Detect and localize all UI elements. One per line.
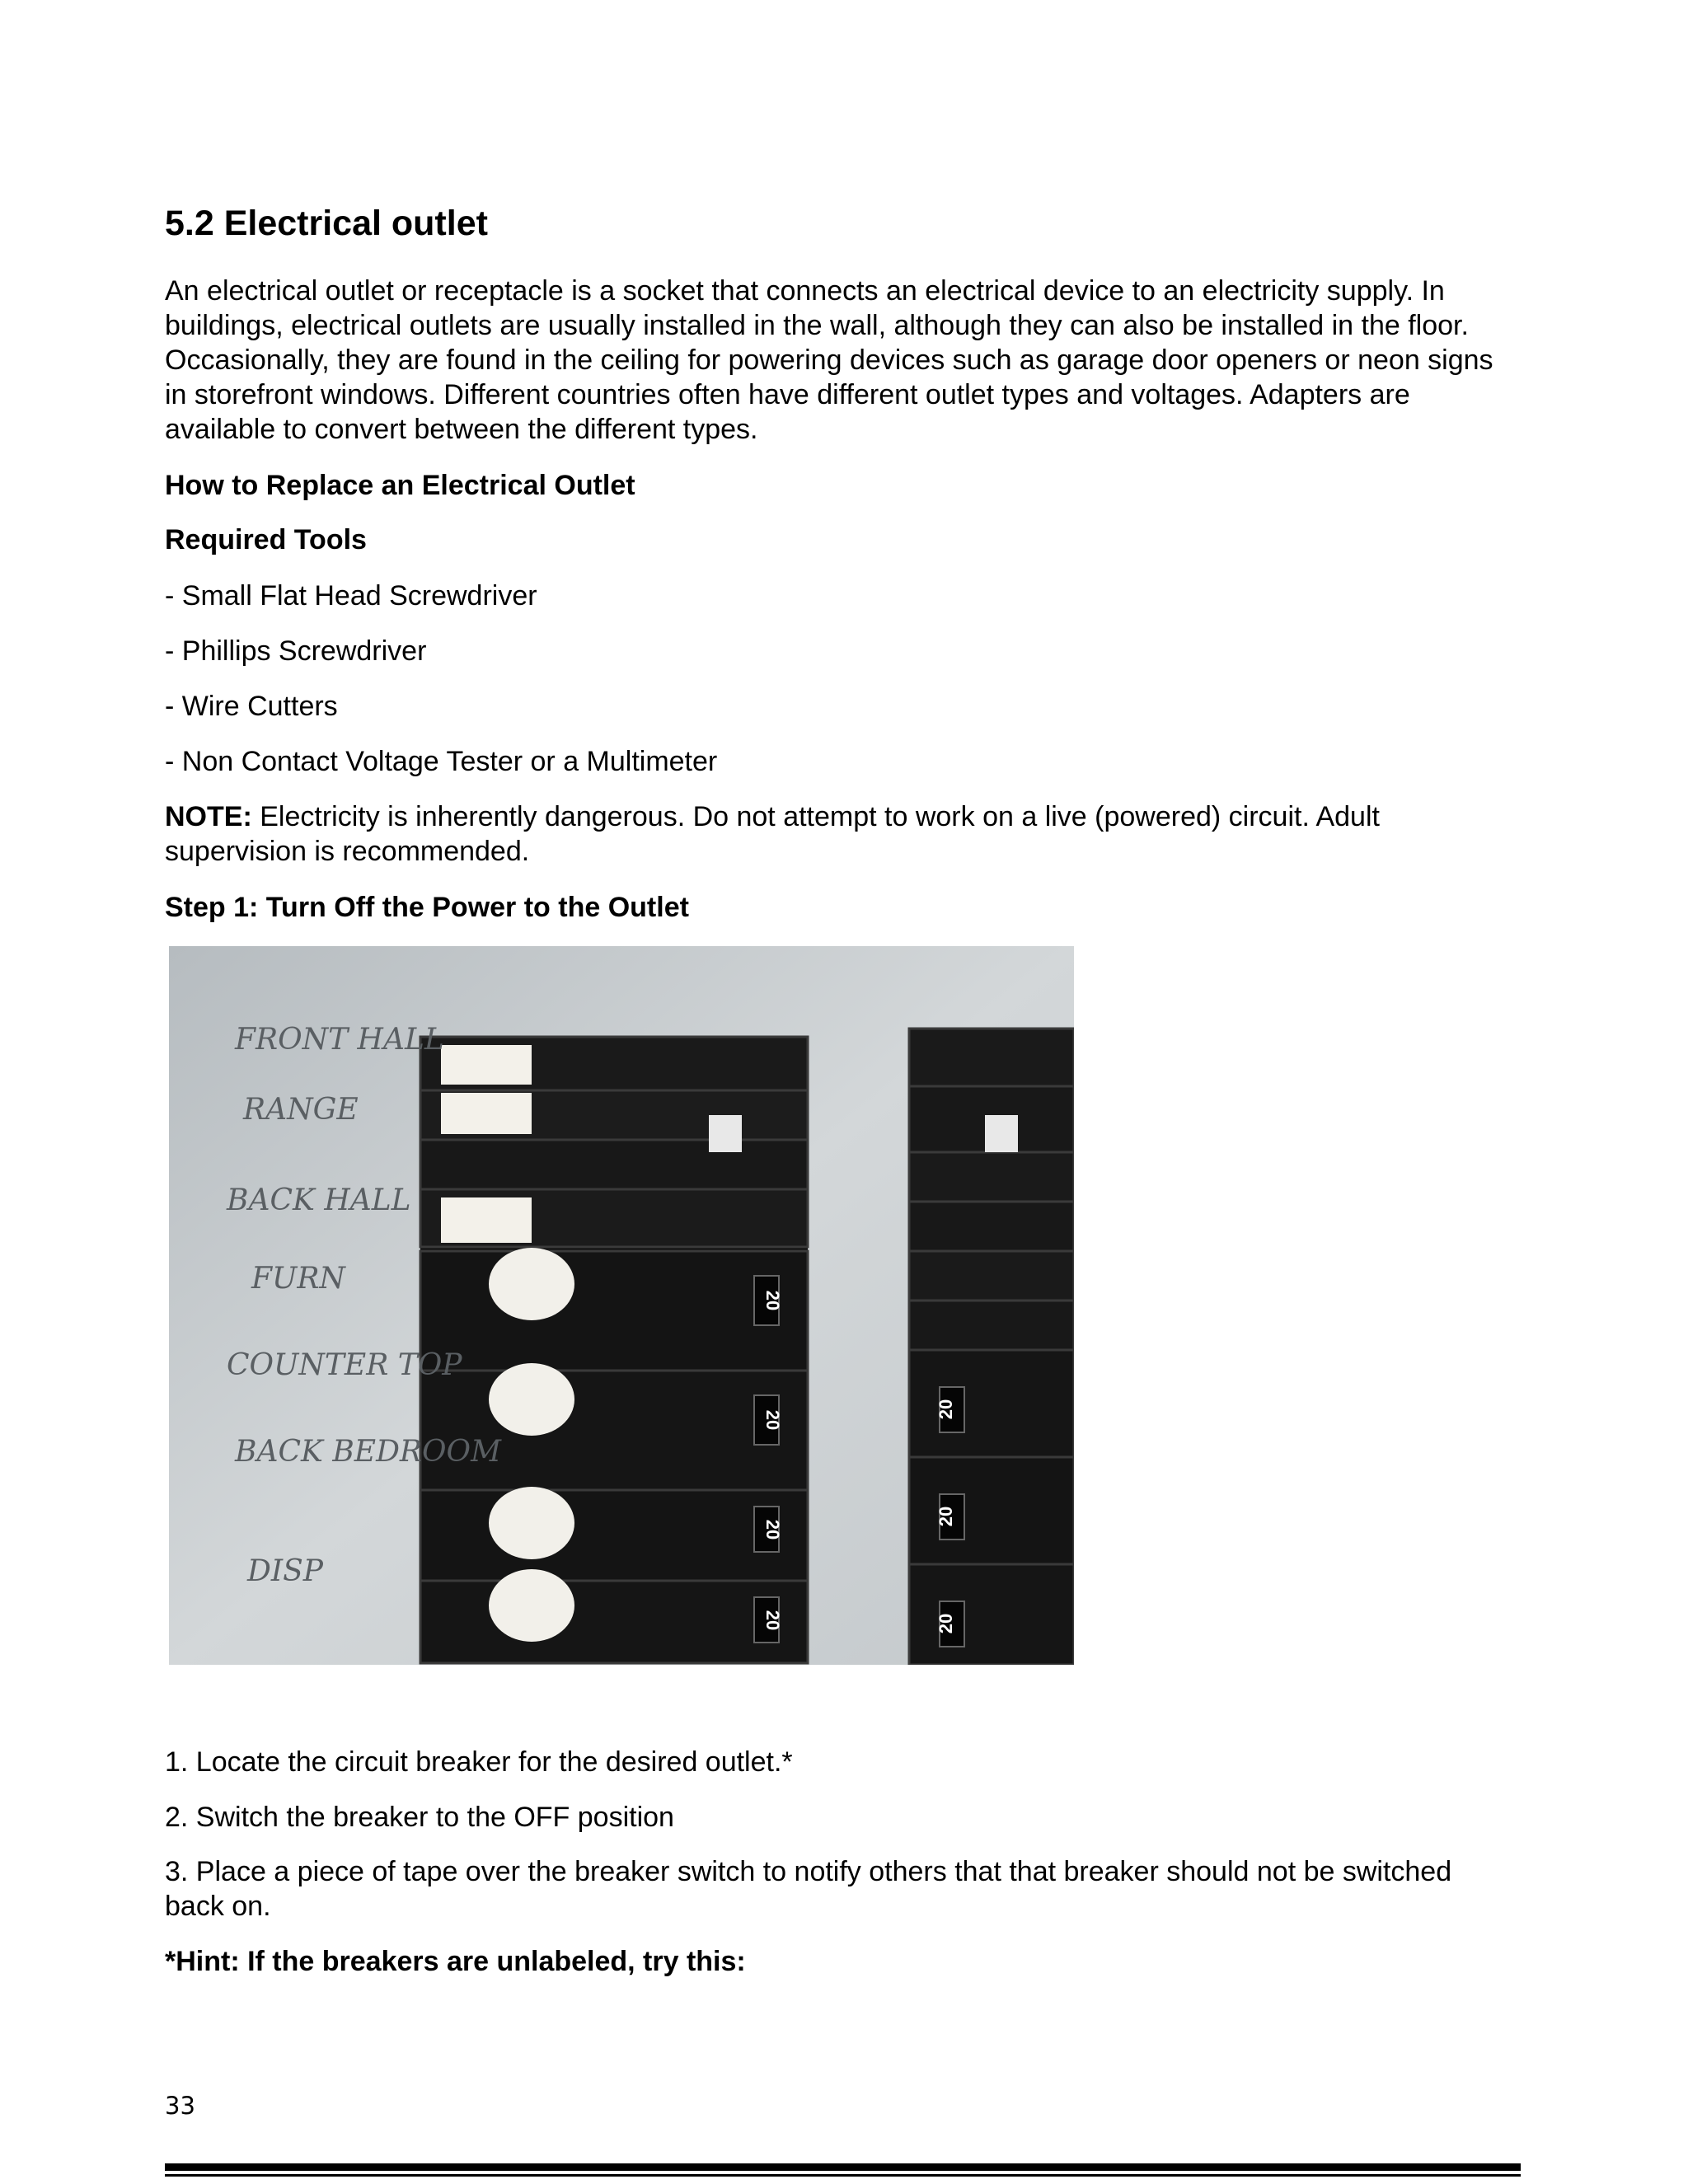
note-line [165, 799, 1380, 834]
breaker-slot [909, 1457, 1074, 1564]
tool-item: - Non Contact Voltage Tester or a Multimeter [165, 746, 718, 777]
breaker-slot [420, 1581, 808, 1663]
right-breaker-column [909, 1029, 1074, 1665]
breaker-rating: 20 [762, 1409, 783, 1431]
panel-label: COUNTER TOP [227, 1348, 462, 1382]
breaker-slot [909, 1564, 1074, 1665]
step-item-continued: back on. [165, 1891, 271, 1922]
note-label: NOTE: [165, 801, 252, 832]
breaker-panel-photo [169, 946, 1074, 1665]
breaker-slot [420, 1140, 808, 1189]
step-item: 1. Locate the circuit breaker for the desired outlet.* [165, 1746, 793, 1778]
intro-line: available to convert between the different types. [165, 414, 758, 445]
step-item: 3. Place a piece of tape over the breaker switch to notify others that that breaker should not be switched [165, 1856, 1452, 1887]
note-line: supervision is recommended. [165, 836, 530, 867]
breaker-clip [709, 1115, 742, 1152]
breaker-panel-illustration [169, 946, 1074, 1665]
breaker-slot [909, 1029, 1074, 1086]
breaker-sticker [441, 1045, 532, 1085]
breaker-sticker [489, 1487, 574, 1559]
breaker-rating: 20 [935, 1399, 956, 1420]
tool-item: - Phillips Screwdriver [165, 635, 427, 667]
breaker-sticker [441, 1093, 532, 1134]
breaker-rating: 20 [762, 1610, 783, 1631]
breaker-slot [909, 1350, 1074, 1457]
breaker-sticker [489, 1248, 574, 1320]
breaker-sticker [441, 1197, 532, 1243]
breaker-slot [909, 1152, 1074, 1202]
breaker-slot [909, 1202, 1074, 1251]
breaker-rating: 20 [762, 1290, 783, 1311]
footer-rule [165, 2163, 1521, 2171]
breaker-slot [420, 1490, 808, 1581]
breaker-rating: 20 [935, 1613, 956, 1634]
step1-heading: Step 1: Turn Off the Power to the Outlet [165, 892, 689, 923]
tools-heading: Required Tools [165, 524, 367, 555]
intro-line: An electrical outlet or receptacle is a socket that connects an electrical device to an electricity supply. In [165, 275, 1445, 307]
breaker-sticker [489, 1569, 574, 1642]
tool-item: - Wire Cutters [165, 691, 338, 722]
note-block [165, 799, 1380, 869]
breaker-slot [909, 1301, 1074, 1350]
intro-line: buildings, electrical outlets are usually installed in the wall, although they can also be installed in the floor. [165, 310, 1469, 341]
section-title: 5.2 Electrical outlet [165, 204, 488, 243]
footer-rule-thin [165, 2174, 1521, 2177]
hint-text: *Hint: If the breakers are unlabeled, try this: [165, 1946, 746, 1977]
breaker-rating: 20 [762, 1519, 783, 1540]
howto-heading: How to Replace an Electrical Outlet [165, 470, 635, 501]
panel-label: DISP [247, 1554, 323, 1588]
step-item: 2. Switch the breaker to the OFF position [165, 1802, 674, 1833]
panel-label: BACK BEDROOM [235, 1435, 501, 1469]
breaker-sticker [489, 1363, 574, 1436]
breaker-slot [420, 1371, 808, 1490]
intro-line: in storefront windows. Different countries often have different outlet types and voltages. Adapters are [165, 379, 1410, 410]
intro-line: Occasionally, they are found in the ceiling for powering devices such as garage door openers or neon signs [165, 344, 1493, 376]
breaker-slot [420, 1251, 808, 1371]
note-text: Electricity is inherently dangerous. Do not attempt to work on a live (powered) circuit. Adult [251, 801, 1380, 832]
tool-item: - Small Flat Head Screwdriver [165, 580, 537, 612]
breaker-clip [985, 1115, 1018, 1152]
left-breaker-column [420, 1037, 808, 1663]
panel-label: RANGE [243, 1093, 359, 1127]
intro-paragraph [165, 274, 1525, 447]
panel-label: FRONT HALL [235, 1023, 444, 1057]
panel-label: BACK HALL [227, 1183, 411, 1217]
page-number: 33 [165, 2092, 195, 2120]
breaker-slot [909, 1251, 1074, 1301]
breaker-rating: 20 [935, 1506, 956, 1527]
panel-label: FURN [251, 1262, 345, 1296]
